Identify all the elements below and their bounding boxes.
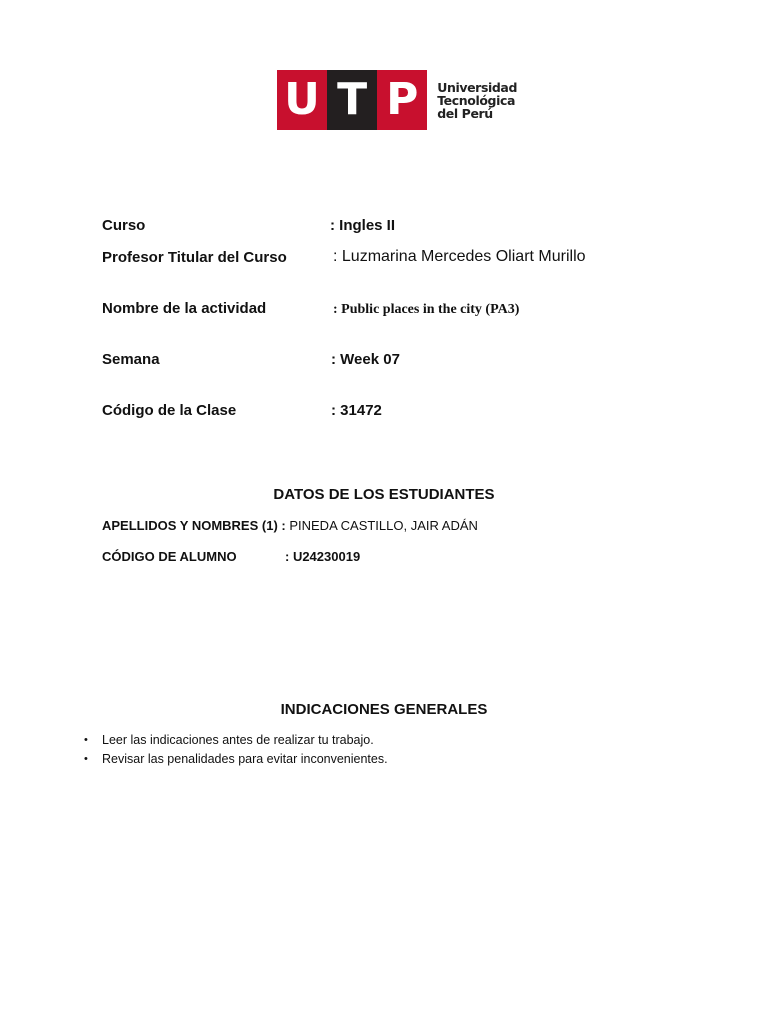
utp-logo	[277, 69, 517, 131]
field-profesor-value: : Luzmarina Mercedes Oliart Murillo	[333, 248, 586, 265]
student-code-value: : U24230019	[285, 549, 361, 564]
logo-letter-p: P	[377, 70, 427, 130]
field-curso-label: Curso	[102, 217, 146, 234]
student-name-value: PINEDA CASTILLO, JAIR ADÁN	[289, 518, 478, 533]
students-section-title: DATOS DE LOS ESTUDIANTES	[273, 486, 495, 503]
field-codigo-clase-value: : 31472	[331, 402, 382, 419]
logo-university-name	[437, 81, 517, 120]
utp-logo-box	[277, 70, 427, 130]
list-item-text: Revisar las penalidades para evitar inconvenientes.	[102, 752, 388, 766]
list-item	[84, 731, 388, 750]
field-curso-value: : Ingles II	[330, 217, 396, 234]
student-name-label: APELLIDOS Y NOMBRES (1) :	[102, 518, 286, 533]
field-semana-value: : Week 07	[331, 351, 400, 368]
student-name-row	[102, 518, 478, 533]
logo-text-line-2: Tecnológica	[437, 92, 516, 108]
logo-letter-t: T	[327, 70, 377, 130]
field-codigo-clase-label: Código de la Clase	[102, 402, 237, 419]
logo-letter-u: U	[277, 70, 327, 130]
field-semana-label: Semana	[102, 351, 160, 368]
student-code-row	[102, 549, 402, 564]
indications-list	[84, 731, 388, 769]
list-item	[84, 750, 388, 769]
logo-text-line-1: Universidad	[437, 79, 517, 95]
list-item-text: Leer las indicaciones antes de realizar tu trabajo.	[102, 733, 374, 747]
bullet-icon: •	[84, 734, 88, 746]
student-code-label: CÓDIGO DE ALUMNO	[102, 549, 237, 564]
field-profesor-label: Profesor Titular del Curso	[102, 249, 287, 266]
logo-text-line-3: del Perú	[437, 105, 493, 121]
indications-section-title: INDICACIONES GENERALES	[280, 701, 488, 718]
field-actividad-value: : Public places in the city (PA3)	[333, 302, 520, 317]
bullet-icon: •	[84, 753, 88, 765]
field-actividad-label: Nombre de la actividad	[102, 300, 267, 317]
